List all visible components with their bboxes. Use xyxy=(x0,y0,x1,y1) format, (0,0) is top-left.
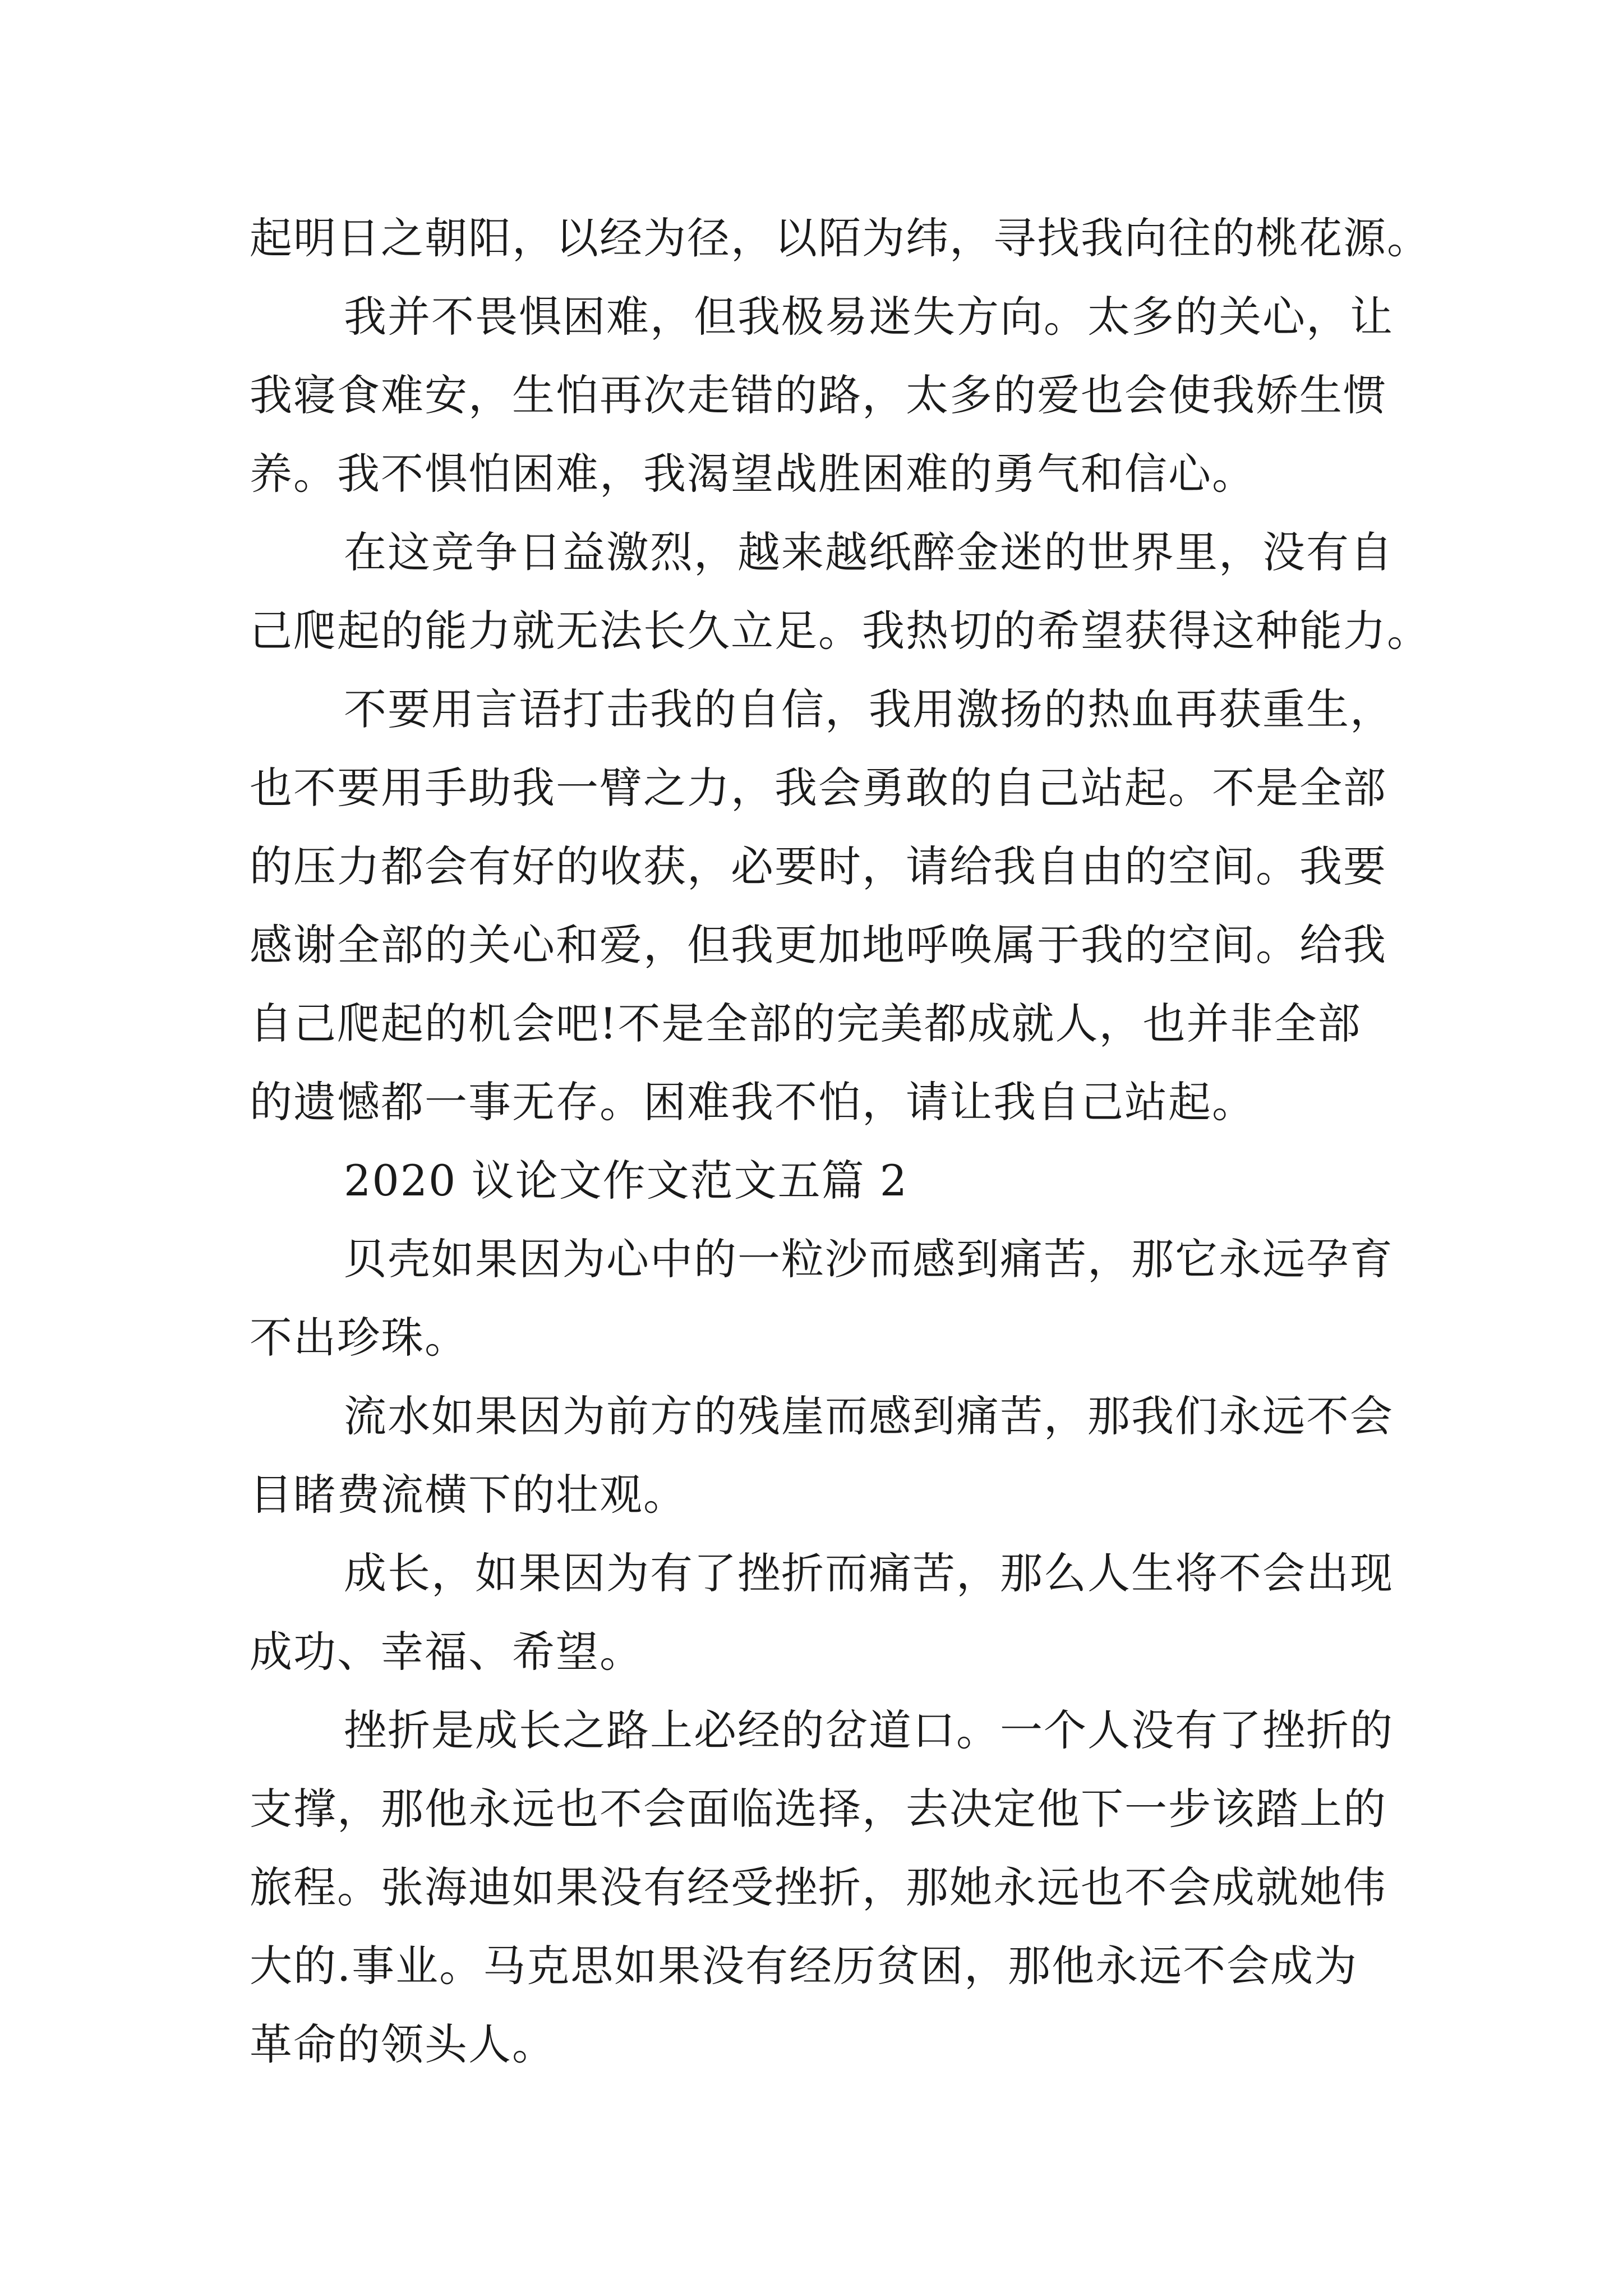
paragraph-start: 我并不畏惧困难，但我极易迷失方向。太多的关心，让 xyxy=(344,292,1394,342)
text-line: 大的.事业。马克思如果没有经历贫困，那他永远不会成为 xyxy=(250,1941,1358,1991)
paragraph-start: 成长，如果因为有了挫折而痛苦，那么人生将不会出现 xyxy=(344,1548,1394,1598)
paragraph-start: 贝壳如果因为心中的一粒沙而感到痛苦，那它永远孕育 xyxy=(344,1234,1394,1284)
text-line: 目睹费流横下的壮观。 xyxy=(250,1470,687,1520)
text-line: 成功、幸福、希望。 xyxy=(250,1627,643,1677)
text-line: 养。我不惧怕困难，我渴望战胜困难的勇气和信心。 xyxy=(250,449,1256,499)
text-line: 己爬起的能力就无法长久立足。我热切的希望获得这种能力。 xyxy=(250,606,1431,656)
text-line: 起明日之朝阳，以经为径，以陌为纬，寻找我向往的桃花源。 xyxy=(250,213,1431,263)
text-line: 我寝食难安，生怕再次走错的路，太多的爱也会使我娇生惯 xyxy=(250,370,1387,420)
text-line: 的遗憾都一事无存。困难我不怕，请让我自己站起。 xyxy=(250,1077,1256,1127)
text-line: 旅程。张海迪如果没有经受挫折，那她永远也不会成就她伟 xyxy=(250,1862,1387,1912)
text-line: 的压力都会有好的收获，必要时，请给我自由的空间。我要 xyxy=(250,841,1387,891)
paragraph-start: 在这竞争日益激烈，越来越纸醉金迷的世界里，没有自 xyxy=(344,527,1394,577)
text-line: 革命的领头人。 xyxy=(250,2019,556,2069)
section-heading: 2020 议论文作文范文五篇 2 xyxy=(344,1156,909,1205)
paragraph-start: 不要用言语打击我的自信，我用激扬的热血再获重生， xyxy=(344,684,1394,734)
text-line: 也不要用手助我一臂之力，我会勇敢的自己站起。不是全部 xyxy=(250,763,1387,813)
text-line: 自己爬起的机会吧!不是全部的完美都成就人，也并非全部 xyxy=(250,999,1362,1048)
paragraph-start: 流水如果因为前方的残崖而感到痛苦，那我们永远不会 xyxy=(344,1391,1394,1441)
text-line: 不出珍珠。 xyxy=(250,1313,468,1363)
document-body xyxy=(250,199,1431,2084)
text-line: 支撑，那他永远也不会面临选择，去决定他下一步该踏上的 xyxy=(250,1784,1387,1834)
text-line: 感谢全部的关心和爱，但我更加地呼唤属于我的空间。给我 xyxy=(250,920,1387,970)
paragraph-start: 挫折是成长之路上必经的岔道口。一个人没有了挫折的 xyxy=(344,1705,1394,1755)
